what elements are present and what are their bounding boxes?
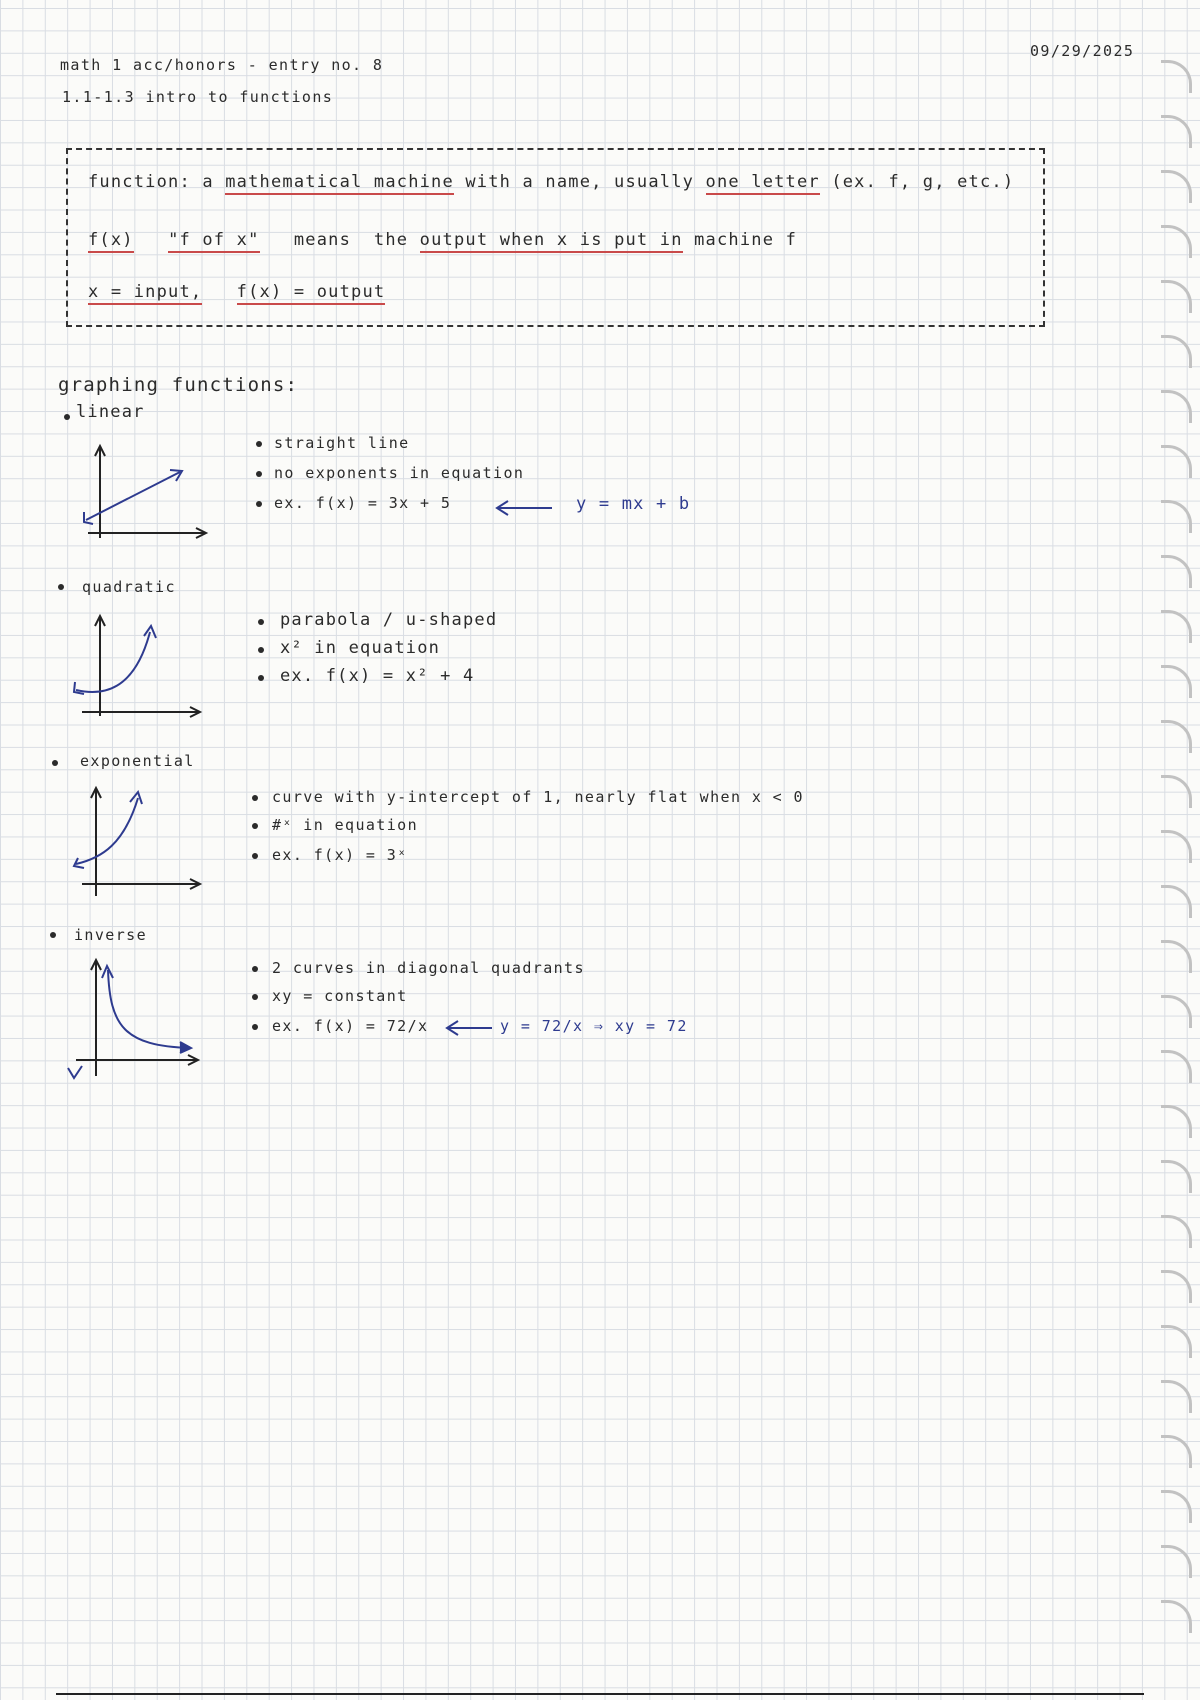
spiral-ring <box>1161 1600 1192 1633</box>
quadratic-graph <box>72 612 202 722</box>
linear-label: linear <box>76 402 145 422</box>
inverse-graph <box>64 956 204 1086</box>
definition-line-3 <box>88 282 385 302</box>
linear-note-bullet-1 <box>256 441 262 447</box>
linear-note-3: ex. f(x) = 3x + 5 <box>274 494 452 512</box>
underlined-one-letter: one letter <box>706 172 820 195</box>
definition-line-2 <box>88 230 797 250</box>
spiral-ring <box>1161 720 1192 753</box>
underlined-x-input: x = input, <box>88 282 202 305</box>
inverse-arrow-note: y = 72/x ⇒ xy = 72 <box>500 1017 688 1035</box>
underlined-fx-output: f(x) = output <box>237 282 386 305</box>
spiral-ring <box>1161 115 1192 148</box>
inverse-note-bullet-3 <box>252 1024 258 1030</box>
underlined-fx: f(x) <box>88 230 134 253</box>
spiral-ring <box>1161 60 1192 93</box>
means-text: means <box>293 230 352 250</box>
exponential-bullet <box>52 760 58 766</box>
spiral-ring <box>1161 885 1192 918</box>
linear-note-1: straight line <box>274 434 410 452</box>
definition-line-1 <box>88 172 1014 192</box>
exponential-graph <box>72 784 202 900</box>
quadratic-note-3: ex. f(x) = x² + 4 <box>280 666 475 686</box>
section-heading: graphing functions: <box>58 374 299 396</box>
underlined-mathematical-machine: mathematical machine <box>225 172 454 195</box>
linear-graph <box>80 438 210 548</box>
linear-arrow-note: y = mx + b <box>576 494 691 514</box>
quadratic-note-2: x² in equation <box>280 638 441 658</box>
machine-f-text: machine f <box>694 230 798 250</box>
spiral-ring <box>1161 1160 1192 1193</box>
linear-bullet <box>64 414 70 420</box>
spiral-ring <box>1161 1490 1192 1523</box>
linear-arrow-icon <box>494 498 554 518</box>
entry-date: 09/29/2025 <box>1030 42 1135 60</box>
spiral-ring <box>1161 1380 1192 1413</box>
underlined-f-of-x: "f of x" <box>168 230 259 253</box>
linear-note-2: no exponents in equation <box>274 464 525 482</box>
spiral-ring <box>1161 335 1192 368</box>
entry-subtitle: 1.1-1.3 intro to functions <box>62 88 334 106</box>
definition-middle: with a name, usually <box>465 172 695 192</box>
linear-note-bullet-2 <box>256 471 262 477</box>
exponential-note-bullet-2 <box>252 823 258 829</box>
quadratic-note-bullet-3 <box>258 675 264 681</box>
spiral-ring <box>1161 610 1192 643</box>
spiral-ring <box>1161 1435 1192 1468</box>
spiral-ring <box>1161 1050 1192 1083</box>
quadratic-note-bullet-1 <box>258 619 264 625</box>
inverse-bullet <box>50 932 56 938</box>
inverse-label: inverse <box>74 926 148 944</box>
spiral-ring <box>1161 1215 1192 1248</box>
quadratic-note-bullet-2 <box>258 647 264 653</box>
spiral-ring <box>1161 1105 1192 1138</box>
exponential-note-3: ex. f(x) = 3ˣ <box>272 846 408 864</box>
inverse-note-2: xy = constant <box>272 987 408 1005</box>
inverse-note-bullet-2 <box>252 994 258 1000</box>
spiral-ring <box>1161 280 1192 313</box>
spiral-ring <box>1161 940 1192 973</box>
spiral-ring <box>1161 1325 1192 1358</box>
spiral-ring <box>1161 1270 1192 1303</box>
spiral-ring <box>1161 445 1192 478</box>
definition-article: a <box>202 172 214 192</box>
spiral-ring <box>1161 500 1192 533</box>
definition-example: (ex. f, g, etc.) <box>831 172 1015 192</box>
exponential-note-bullet-3 <box>252 853 258 859</box>
spiral-ring <box>1161 390 1192 423</box>
spiral-ring <box>1161 775 1192 808</box>
spiral-ring <box>1161 1545 1192 1578</box>
entry-title: math 1 acc/honors - entry no. 8 <box>60 56 384 74</box>
exponential-note-bullet-1 <box>252 795 258 801</box>
page-bottom-edge <box>56 1693 1144 1695</box>
spiral-ring <box>1161 995 1192 1028</box>
spiral-ring <box>1161 170 1192 203</box>
underlined-output-phrase: output when x is put in <box>420 230 683 253</box>
spiral-ring <box>1161 665 1192 698</box>
inverse-arrow-icon <box>444 1018 494 1038</box>
inverse-note-bullet-1 <box>252 966 258 972</box>
exponential-note-1: curve with y-intercept of 1, nearly flat when x < 0 <box>272 788 804 806</box>
exponential-note-2: #ˣ in equation <box>272 816 419 834</box>
function-term: function: <box>88 172 191 192</box>
exponential-label: exponential <box>80 752 195 770</box>
quadratic-note-1: parabola / u-shaped <box>280 610 498 630</box>
spiral-ring <box>1161 830 1192 863</box>
linear-note-bullet-3 <box>256 501 262 507</box>
spiral-ring <box>1161 555 1192 588</box>
spiral-ring <box>1161 225 1192 258</box>
the-text: the <box>373 230 409 250</box>
inverse-note-1: 2 curves in diagonal quadrants <box>272 959 585 977</box>
quadratic-label: quadratic <box>82 578 176 596</box>
inverse-note-3: ex. f(x) = 72/x <box>272 1017 429 1035</box>
quadratic-bullet <box>58 584 64 590</box>
